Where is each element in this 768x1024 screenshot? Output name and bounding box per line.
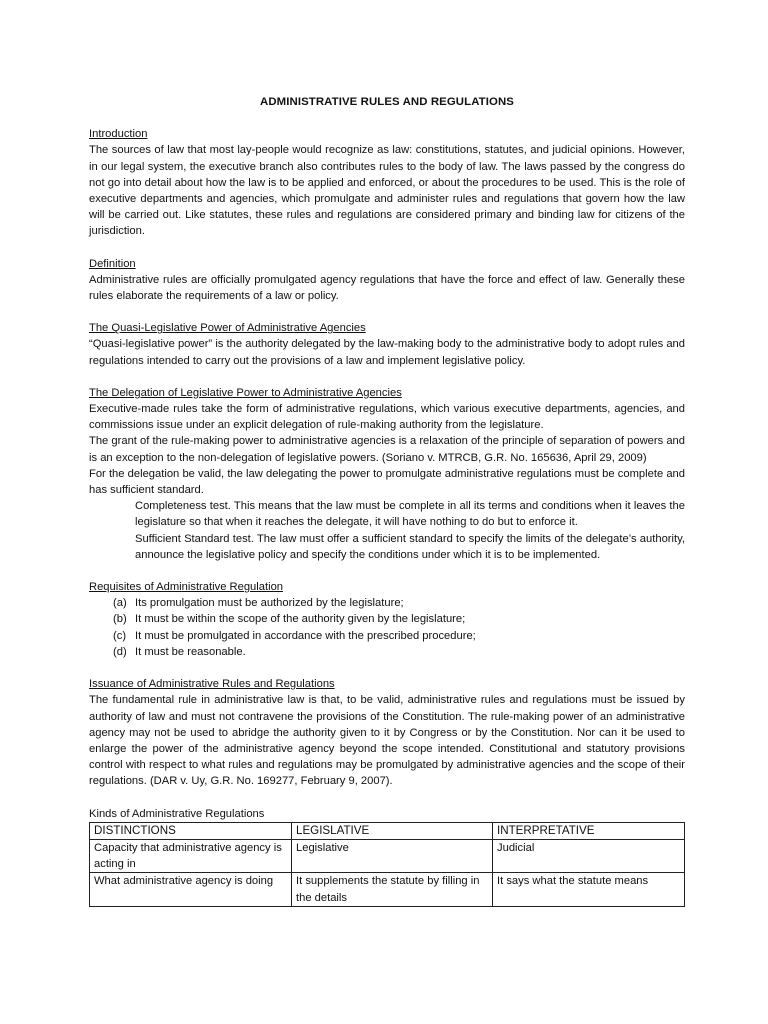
section-delegation [89, 385, 685, 563]
list-item-text: It must be reasonable. [135, 645, 246, 658]
list-item-text: It must be promulgated in accordance with the prescribed procedure; [135, 629, 476, 642]
section-heading: Introduction [89, 128, 148, 141]
document-title: ADMINISTRATIVE RULES AND REGULATIONS [260, 96, 514, 108]
paragraph: Executive-made rules take the form of administrative regulations, which various executive departments, agencies, and commissions issue under an explicit delegation of rule-making authority from the legislature. [89, 403, 685, 432]
table-caption: Kinds of Administrative Regulations [89, 807, 265, 820]
list-marker: (c) [113, 629, 127, 642]
requisites-list [89, 595, 685, 660]
completeness-test: Completeness test. This means that the law must be complete in all its terms and conditions when it leaves the legislature so that when it reaches the delegate, it will have nothing to do but to enforce it. [135, 500, 685, 529]
table-row [90, 873, 685, 906]
document-body [89, 94, 685, 907]
table-cell: It supplements the statute by filling in the details [292, 873, 493, 906]
section-kinds [89, 806, 685, 907]
sufficient-standard-test: Sufficient Standard test. The law must offer a sufficient standard to specify the limits of the delegate’s authority, announce the legislative policy and specify the conditions under which it is to be implemented. [135, 532, 685, 561]
paragraph: The fundamental rule in administrative law is that, to be valid, administrative rules and regulations must be issued by authority of law and must not contravene the provisions of the Constitution. The rule-making power of an administrative agency may not be used to abridge the authority given to it by Congress or by the Constitution. Nor can it be used to enlarge the power of the administrative agency beyond the scope intended. Constitutional and statutory provisions control with respect to what rules and regulations may be promulgated by administrative agencies and the scope of their regulations. (DAR v. Uy, G.R. No. 169277, February 9, 2007). [89, 694, 685, 788]
paragraph: The sources of law that most lay-people would recognize as law: constitutions, statutes, and judicial opinions. However, in our legal system, the executive branch also contributes rules to the body of law. The laws passed by the congress do not go into detail about how the law is to be applied and enforced, or about the procedures to be used. This is the role of executive departments and agencies, which promulgate and administer rules and regulations that govern how the law will be carried out. Like statutes, these rules and regulations are considered primary and binding law for citizens of the jurisdiction. [89, 144, 685, 238]
paragraph: “Quasi-legislative power” is the authority delegated by the law-making body to the administrative body to adopt rules and regulations intended to carry out the provisions of a law and implement legislative policy. [89, 338, 685, 367]
list-item [113, 644, 685, 660]
section-definition [89, 256, 685, 305]
paragraph: For the delegation be valid, the law delegating the power to promulgate administrative regulations must be complete and has sufficient standard. [89, 467, 685, 497]
table-cell: Capacity that administrative agency is acting in [90, 839, 292, 872]
table-cell: Judicial [493, 839, 685, 872]
section-issuance [89, 676, 685, 789]
list-item [113, 595, 685, 611]
table-cell: It says what the statute means [493, 873, 685, 906]
list-marker: (b) [113, 613, 127, 626]
section-requisites [89, 579, 685, 660]
table-cell: What administrative agency is doing [90, 873, 292, 906]
kinds-table [89, 822, 685, 907]
table-cell: Legislative [292, 839, 493, 872]
paragraph: Administrative rules are officially promulgated agency regulations that have the force and effect of law. Generally these rules elaborate the requirements of a law or policy. [89, 273, 685, 303]
table-header-row [90, 822, 685, 839]
column-header: INTERPRETATIVE [493, 822, 685, 839]
table-row [90, 839, 685, 872]
list-marker: (a) [113, 597, 127, 610]
section-heading: The Delegation of Legislative Power to Administrative Agencies [89, 386, 402, 399]
list-item [113, 611, 685, 627]
column-header: DISTINCTIONS [90, 822, 292, 839]
list-marker: (d) [113, 645, 127, 658]
section-heading: Definition [89, 257, 136, 270]
section-introduction [89, 126, 685, 239]
section-quasi-legislative [89, 320, 685, 369]
section-heading: Requisites of Administrative Regulation [89, 581, 284, 594]
list-item-text: Its promulgation must be authorized by the legislature; [135, 597, 404, 610]
column-header: LEGISLATIVE [292, 822, 493, 839]
section-heading: Issuance of Administrative Rules and Regulations [89, 678, 335, 691]
section-heading: The Quasi-Legislative Power of Administrative Agencies [89, 322, 366, 335]
list-item [113, 628, 685, 644]
list-item-text: It must be within the scope of the authority given by the legislature; [135, 613, 466, 626]
paragraph: The grant of the rule-making power to administrative agencies is a relaxation of the principle of separation of powers and is an exception to the non-delegation of legislative powers. (Soriano v. MTRCB, G.R. No. 165636, April 29, 2009) [89, 435, 685, 464]
